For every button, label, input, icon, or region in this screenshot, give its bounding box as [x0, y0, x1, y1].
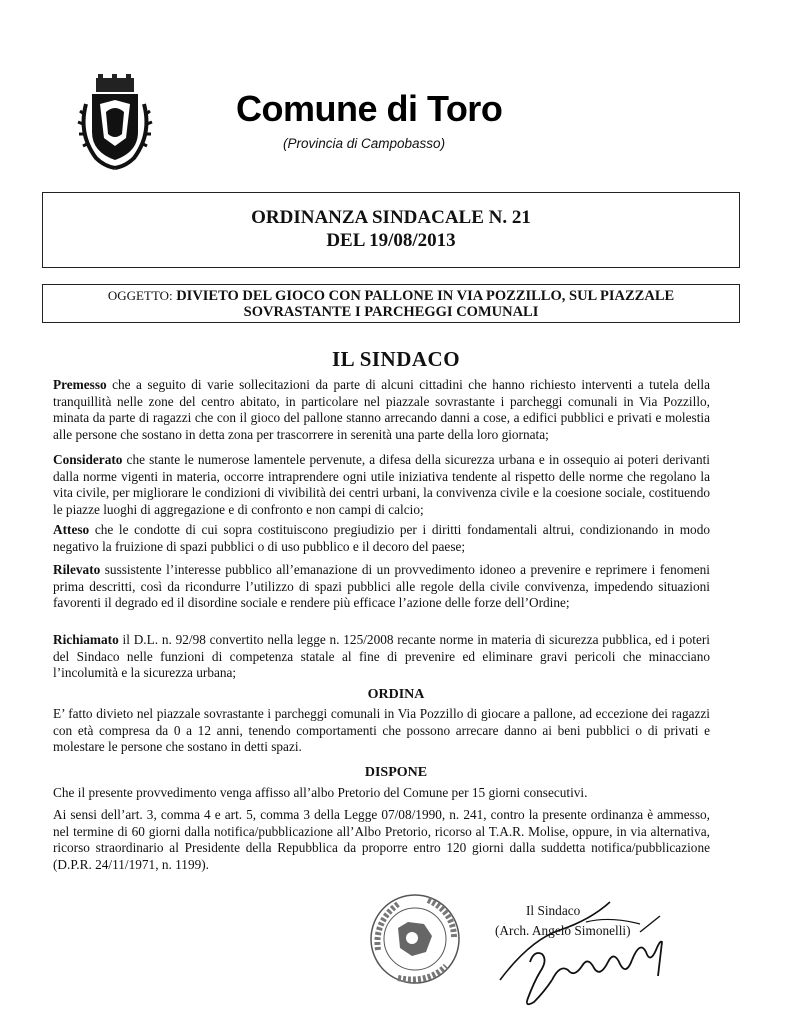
subject-line-1	[43, 288, 739, 305]
lead-considerato: Considerato	[53, 452, 123, 467]
dispone-text-2: Ai sensi dell’art. 3, comma 4 e art. 5, comma 3 della Legge 07/08/1990, n. 241, contro la presente ordinanza è ammesso, nel termine di 60 giorni dalla notifica/pubblicazione all’Albo Pretorio, ricorso al T.A.R. Molise, oppure, in via alternativa, ricorso straordinario al Presidente della Repubblica da proporre entro 120 giorni dalla suddetta notifica/pubblicazione (D.P.R. 24/11/1971, n. 1199).	[53, 807, 710, 872]
province-subtitle: (Provincia di Campobasso)	[283, 136, 446, 151]
text-considerato: che stante le numerose lamentele pervenute, a difesa della sicurezza urbana e in ossequio ai poteri derivanti dalla norme vigenti in materia, occorre intraprendere ogni utile iniziativa tendente al rispetto delle norme che regolano la vita civile, per migliorare le condizioni di vivibilità dei centri urbani, la convivenza civile e la coesione sociale, costituendo le piazze luoghi di aggregazione e di confronto e non campi di calcio;	[53, 452, 710, 517]
text-rilevato: sussistente l’interesse pubblico all’emanazione di un provvedimento idoneo a prevenire e reprimere i fenomeni prima descritti, così da ricondurre l’utilizzo di spazi pubblici alle regole della civile convivenza, impedendo situazioni favorenti il degrado ed il disordine sociale e rendere più efficace l’azione delle forze dell’Ordine;	[53, 562, 710, 610]
lead-atteso: Atteso	[53, 522, 90, 537]
subject-text-1: DIVIETO DEL GIOCO CON PALLONE IN VIA POZZILLO, SUL PIAZZALE	[176, 288, 675, 304]
paragraph-considerato	[53, 452, 710, 518]
mayor-heading: IL SINDACO	[331, 347, 461, 371]
ordina-text: E’ fatto divieto nel piazzale sovrastante i parcheggi comunali in Via Pozzillo di giocare a pallone, ad eccezione dei ragazzi con età compresa da 0 a 12 anni, tenendo comportamenti che possono arrecare danno ai beni pubblici o di privati e molestare le persone che sostano in detti spazi.	[53, 706, 710, 754]
town-title: Comune di Toro	[236, 88, 503, 129]
lead-richiamato: Richiamato	[53, 632, 119, 647]
dispone-text-1: Che il presente provvedimento venga affisso all’albo Pretorio del Comune per 15 giorni consecutivi.	[53, 785, 588, 800]
paragraph-rilevato	[53, 562, 710, 612]
subject-label: OGGETTO:	[107, 288, 173, 303]
lead-premesso: Premesso	[53, 377, 107, 392]
ordina-heading: ORDINA	[367, 687, 425, 702]
text-richiamato: il D.L. n. 92/98 convertito nella legge n. 125/2008 recante norme in materia di sicurezza pubblica, ed i poteri del Sindaco nelle funzioni di competenza statale al fine di prevenire ed eliminare gravi pericoli che minacciano l’incolumità e la sicurezza urbana;	[53, 632, 710, 680]
text-premesso: che a seguito di varie sollecitazioni da parte di alcuni cittadini che hanno richiesto interventi a tutela della tranquillità nelle zone del centro abitato, in particolare nel piazzale sovrastante i parcheggi comunali in Via Pozzillo, minata da parte di ragazzi che con il gioco del pallone stanno arrecando danni a cose, a edifici pubblici e privati e molestia alle persone che sostano in detta zona per trascorrere in serenità una parte della loro giornata;	[53, 377, 710, 442]
signature-name: (Arch. Angelo Simonelli)	[495, 923, 631, 938]
lead-rilevato: Rilevato	[53, 562, 101, 577]
text-atteso: che le condotte di cui sopra costituiscono pregiudizio per i diritti fondamentali altrui, condizionando in modo negativo la fruizione di spazi pubblici o di uso pubblico e il decoro del paese;	[53, 522, 710, 554]
subject-box	[42, 284, 740, 323]
paragraph-richiamato	[53, 632, 710, 682]
ordinance-box	[42, 192, 740, 268]
paragraph-atteso	[53, 522, 710, 555]
paragraph-premesso	[53, 377, 710, 443]
handwritten-signature	[490, 880, 690, 1010]
ordinance-number: ORDINANZA SINDACALE N. 21	[251, 207, 531, 228]
signature-role: Il Sindaco	[526, 903, 581, 918]
coat-of-arms-logo	[74, 74, 156, 170]
dispone-heading: DISPONE	[364, 765, 428, 780]
official-stamp	[368, 892, 462, 986]
ordinance-date: DEL 19/08/2013	[326, 230, 456, 251]
subject-text-2: SOVRASTANTE I PARCHEGGI COMUNALI	[243, 304, 539, 320]
